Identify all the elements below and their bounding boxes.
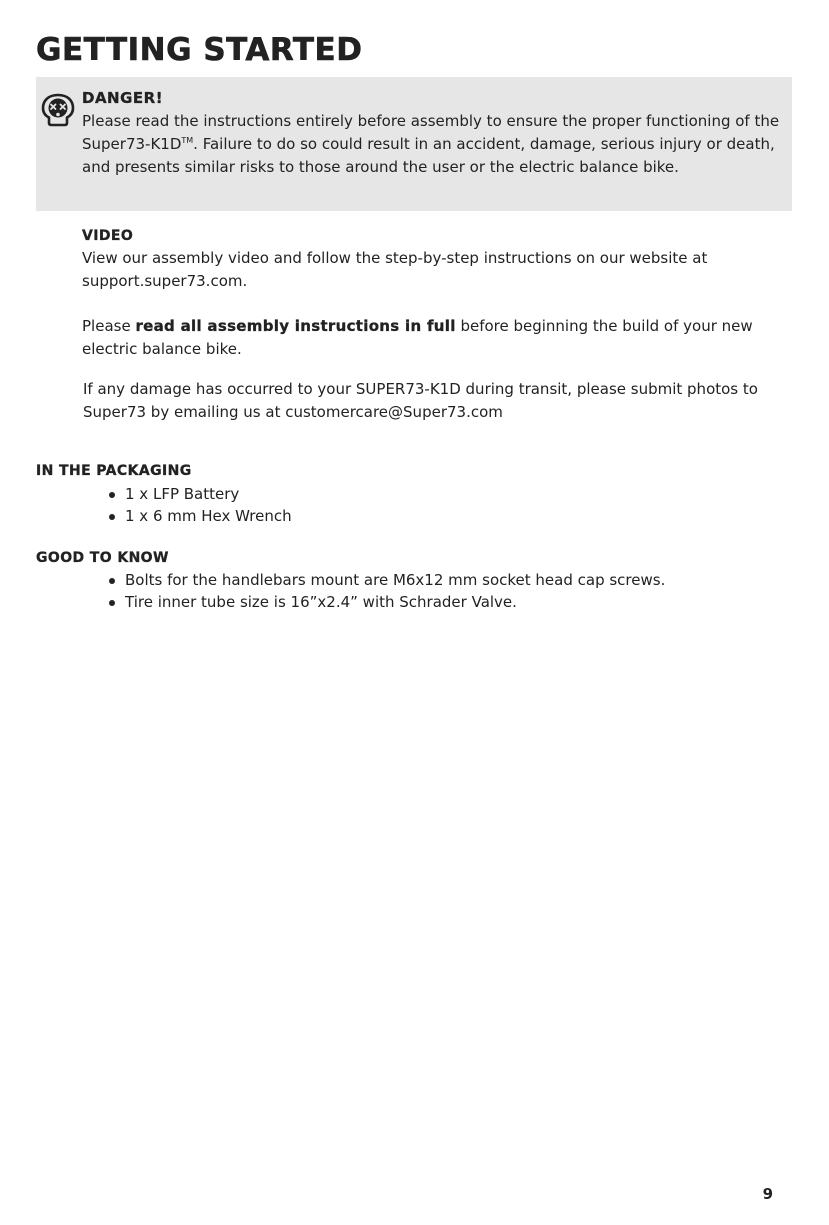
danger-text-part-2: . Failure to do so could result in an accident, damage, serious injury or death, and presents similar risks to those around the user or the electric balance bike. bbox=[82, 135, 775, 176]
damage-notice: If any damage has occurred to your SUPER73-K1D during transit, please submit photos to Super73 by emailing us at customercare@Super73.com bbox=[83, 380, 758, 421]
list-item: Tire inner tube size is 16”x2.4” with Schrader Valve. bbox=[108, 591, 665, 613]
danger-text-part-1: Please read the instructions entirely before assembly to ensure the proper functioning of the Super73-K1D bbox=[82, 112, 780, 153]
page-number: 9 bbox=[762, 1185, 773, 1203]
read-instructions-text bbox=[82, 315, 792, 361]
packaging-heading: IN THE PACKAGING bbox=[36, 463, 192, 479]
good-to-know-heading: GOOD TO KNOW bbox=[36, 550, 169, 566]
read-instructions-prefix: Please bbox=[82, 317, 136, 335]
trademark-mark: TM bbox=[181, 136, 194, 145]
danger-text bbox=[82, 110, 788, 179]
good-to-know-list bbox=[108, 569, 665, 613]
video-text: View our assembly video and follow the step-by-step instructions on our website at support.super73.com. bbox=[82, 249, 708, 290]
read-instructions-emphasis: read all assembly instructions in full bbox=[135, 317, 456, 335]
packaging-list bbox=[108, 483, 292, 527]
list-item: 1 x LFP Battery bbox=[108, 483, 292, 505]
list-item: Bolts for the handlebars mount are M6x12 mm socket head cap screws. bbox=[108, 569, 665, 591]
danger-title: DANGER! bbox=[82, 89, 164, 107]
page-title: GETTING STARTED bbox=[36, 32, 363, 68]
danger-skull-icon bbox=[40, 92, 76, 128]
read-instructions-suffix: before beginning the build of your new electric balance bike. bbox=[82, 317, 753, 358]
video-heading: VIDEO bbox=[82, 228, 134, 244]
list-item: 1 x 6 mm Hex Wrench bbox=[108, 505, 292, 527]
